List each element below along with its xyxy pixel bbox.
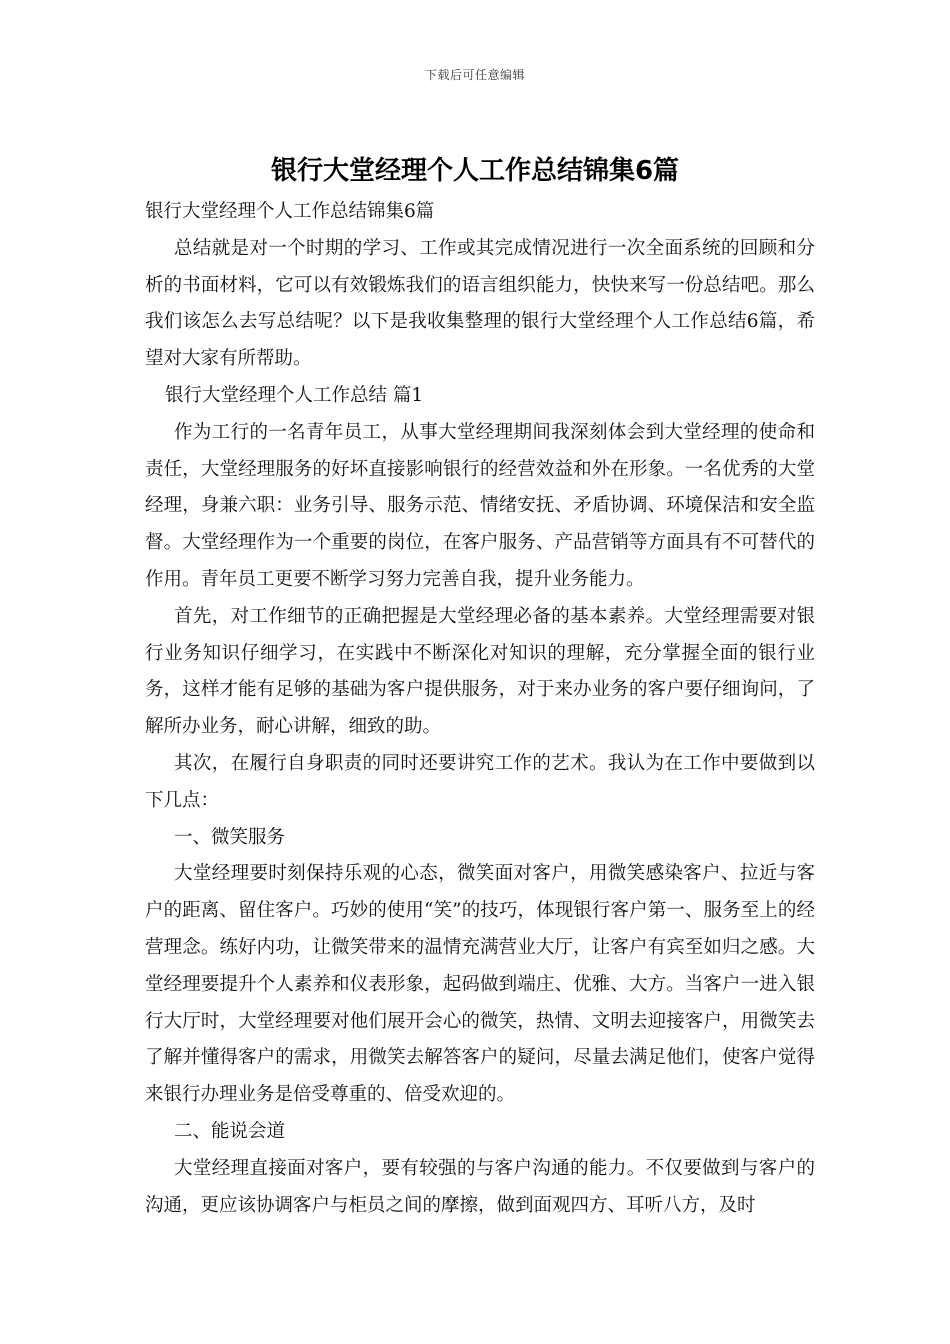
list-heading-smile-service: 一、微笑服务 (174, 826, 286, 848)
body-paragraph: 其次，在履行自身职责的同时还要讲究工作的艺术。我认为在工作中要做到以下几点： (145, 752, 815, 811)
intro-paragraph: 总结就是对一个时期的学习、工作或其完成情况进行一次全面系统的回顾和分析的书面材料，它可以有效锻炼我们的语言组织能力，快快来写一份总结吧。那么我们该怎么去写总结呢？以下是我收集整理的银行大堂经理个人工作总结6篇，希望对大家有所帮助。 (145, 237, 815, 370)
document-title: 银行大堂经理个人工作总结锦集6篇 (270, 156, 680, 186)
body-paragraph: 作为工行的一名青年员工，从事大堂经理期间我深刻体会到大堂经理的使命和责任，大堂经理服务的好坏直接影响银行的经营效益和外在形象。一名优秀的大堂经理，身兼六职：业务引导、服务示范、情绪安抚、矛盾协调、环境保洁和安全监督。大堂经理作为一个重要的岗位，在客户服务、产品营销等方面具有不可替代的作用。青年员工更要不断学习努力完善自我，提升业务能力。 (145, 421, 815, 590)
subtitle-paragraph: 银行大堂经理个人工作总结锦集6篇 (145, 201, 435, 222)
header-note: 下载后可任意编辑 (424, 68, 525, 82)
list-heading-communication: 二、能说会道 (174, 1120, 286, 1142)
body-paragraph: 大堂经理直接面对客户，要有较强的与客户沟通的能力。不仅要做到与客户的沟通，更应该协调客户与柜员之间的摩擦，做到面观四方、耳听八方，及时 (145, 1157, 815, 1216)
document-body (145, 194, 815, 1224)
section-heading-1: 银行大堂经理个人工作总结 篇1 (165, 384, 424, 406)
body-paragraph: 首先，对工作细节的正确把握是大堂经理必备的基本素养。大堂经理需要对银行业务知识仔细学习，在实践中不断深化对知识的理解，充分掌握全面的银行业务，这样才能有足够的基础为客户提供服务，对于来办业务的客户要仔细询问，了解所办业务，耐心讲解，细致的助。 (145, 605, 815, 738)
body-paragraph: 大堂经理要时刻保持乐观的心态，微笑面对客户，用微笑感染客户、拉近与客户的距离、留住客户。巧妙的使用“笑”的技巧，体现银行客户第一、服务至上的经营理念。练好内功，让微笑带来的温情充满营业大厅，让客户有宾至如归之感。大堂经理要提升个人素养和仪表形象，起码做到端庄、优雅、大方。当客户一进入银行大厅时，大堂经理要对他们展开会心的微笑，热情、文明去迎接客户，用微笑去了解并懂得客户的需求，用微笑去解答客户的疑问，尽量去满足他们，使客户觉得来银行办理业务是倍受尊重的、倍受欢迎的。 (145, 863, 815, 1106)
